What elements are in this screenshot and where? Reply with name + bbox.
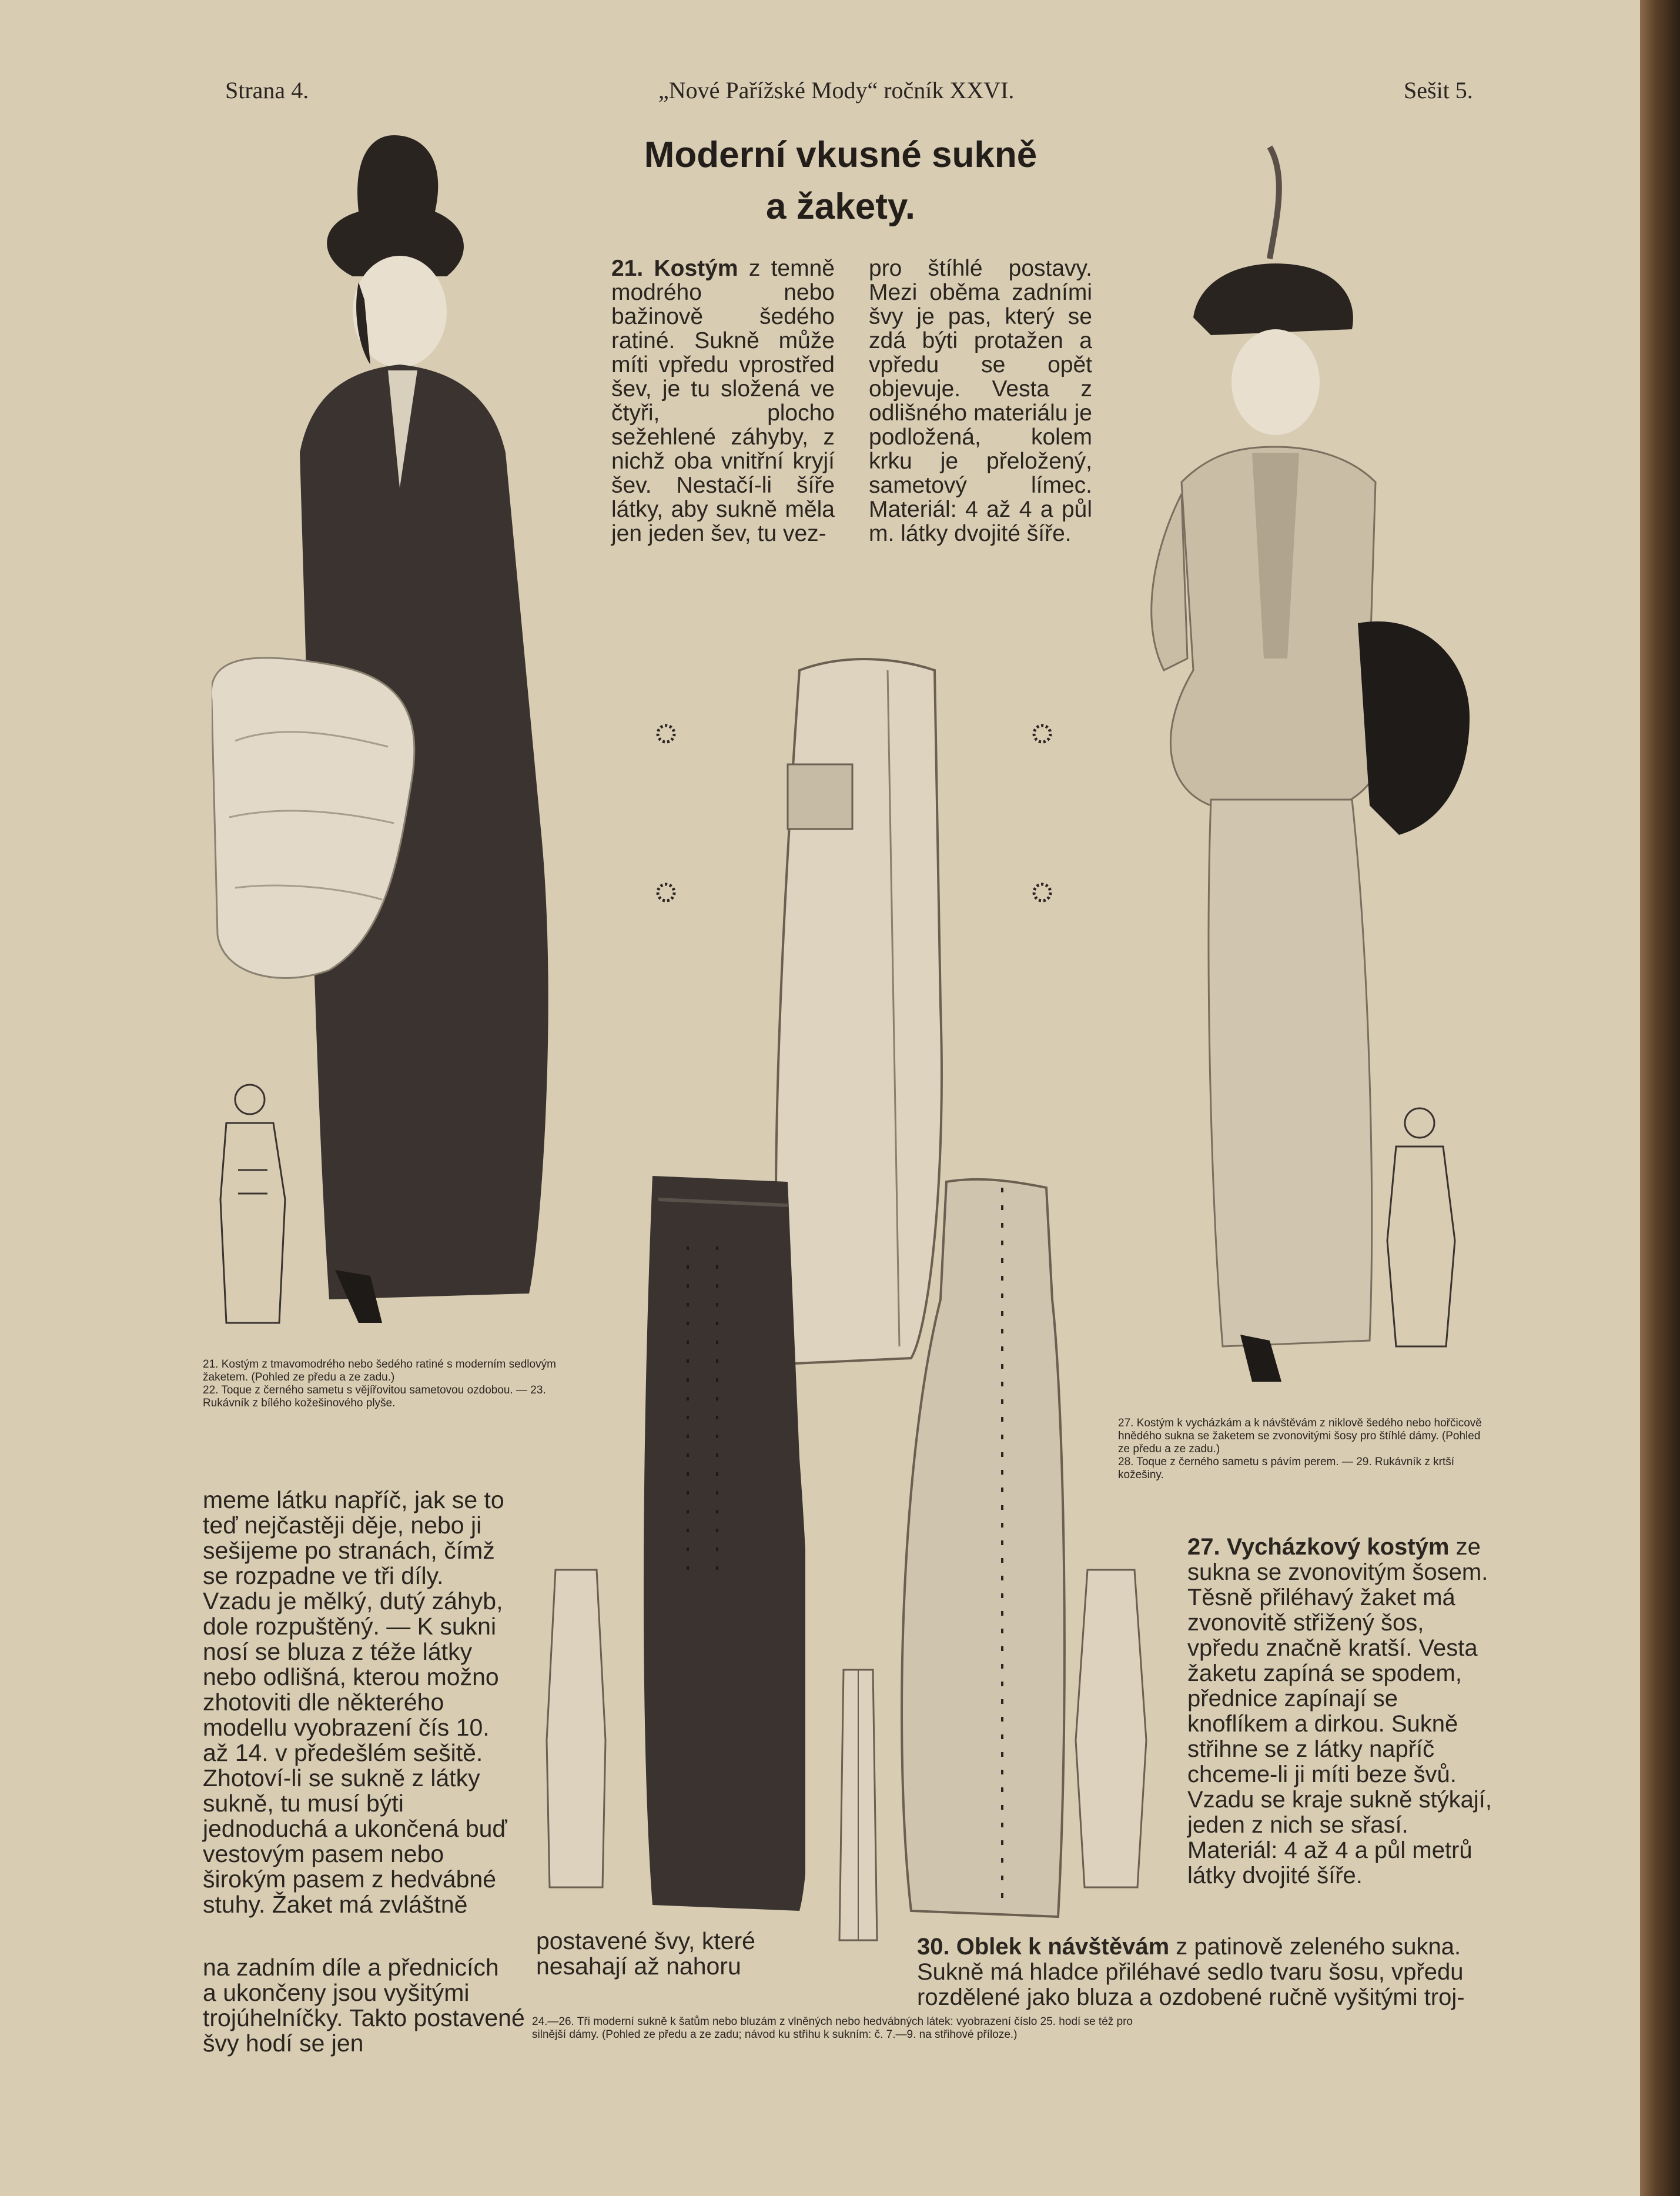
body-21: z temně modrého nebo bažinově šedého ratiné. Sukně může míti vpředu vprostřed šev, je tu složená ve čtyři, plocho sežehlené záhyby, z nichž oba vnitřní kryjí šev. Nestačí-li šíře látky, aby sukně měla jen jeden šev, tu vez- — [611, 256, 835, 546]
figure-skirt-back-view-3 — [1070, 1564, 1152, 1893]
body-21-cont: pro štíhlé postavy. Mezi oběma zadními švy je pas, který se zdá býti protažen a vpředu se opět objevuje. Vesta z odlišného materiálu je podložená, kolem krku je přeložený, sametový límec. Materiál: 4 až 4 a půl m. látky dvojité šíře. — [869, 256, 1092, 546]
page-number: Strana 4. — [225, 77, 309, 103]
heading-21: 21. Kostým — [611, 256, 738, 281]
title-line-2: a žakety. — [766, 186, 915, 227]
caption-28-text: 28. Toque z černého sametu s pávím perem. — 29. Rukávník z krtší kožešiny. — [1118, 1456, 1455, 1481]
ornament-icon — [654, 881, 678, 904]
heading-30: 30. Oblek k návštěvám — [917, 1934, 1170, 1960]
text-bottom-mid: postavené švy, které nesahají až nahoru — [536, 1927, 755, 1980]
caption-27 — [1118, 1417, 1494, 1482]
caption-27-text: 27. Kostým k vycházkám a k návštěvám z niklově šedého nebo hořčicově hnědého sukna se žaketem se zvonovitými šosy pro štíhlé dámy. (Pohled ze předu a ze zadu.) — [1118, 1417, 1482, 1455]
book-binding — [1640, 0, 1680, 2196]
body-30: z patinově zeleného sukna. Sukně má hladce přiléhavé sedlo tvaru šosu, vpředu rozdělené jako bluza a ozdobené ručně vyšitými troj- — [917, 1934, 1465, 2010]
figure-21-back-view — [209, 1082, 297, 1329]
text-column-left: meme látku napříč, jak se to teď nejčastěji děje, nebo ji sešijeme po stranách, čímž se rozpadne ve tři díly. Vzadu je mělký, dutý záhyb, dole rozpuštěný. — K sukni nosí se bluza z téže látky nebo odlišná, kterou možno zhotoviti dle některého modellu vyobrazení čís 10. až 14. v předešlém sešitě. Zhotoví-li se sukně z látky sukně, tu musí býti jednoduchá a ukončená buď vestovým pasem nebo širokým pasem z hedvábné stuhy. Žaket má zvláštně — [203, 1486, 507, 1918]
caption-21-text: 21. Kostým z tmavomodrého nebo šedého ratiné s moderním sedlovým žaketem. (Pohled ze předu a ze zadu.) — [203, 1358, 556, 1383]
text-column-27 — [1187, 1535, 1493, 1889]
caption-24: 24.—26. Tři moderní sukně k šatům nebo bluzám z vlněných nebo hedvábných látek: vyobrazení číslo 25. hodí se též pro silnější dámy. (Pohled ze předu a ze zadu; návod ku střihu k sukním: č. 7.—9. na střihové příloze.) — [532, 2015, 1133, 2041]
text-bottom-line1: na zadním díle a přednicích — [203, 1954, 499, 1981]
text-bottom-left — [203, 1955, 532, 2056]
text-column-21-cont — [869, 256, 1092, 546]
text-bottom-rest: a ukončeny jsou vyšitými trojúhelníčky. Takto postavené švy hodí se jen — [203, 1979, 525, 2057]
ornament-icon — [654, 722, 678, 746]
figure-26-light-skirt — [888, 1170, 1070, 1923]
text-column-30 — [917, 1934, 1493, 2010]
caption-21 — [203, 1358, 579, 1410]
text-column-21 — [611, 256, 835, 546]
running-title: „Nové Pařížské Mody“ ročník XXVI. — [658, 77, 1015, 103]
title-line-1: Moderní vkusné sukně — [644, 135, 1038, 175]
body-27: ze sukna se zvonovitým šosem. Těsně přiléhavý žaket má zvonovitě střižený šos, vpředu značně kratší. Vesta žaketu zapíná se spodem, přednice zapínají se knoflíkem a dirkou. Sukně střihne se z látky napříč chceme-li ji míti beze švů. Vzadu se kraje sukně stýkají, jeden z nich se sřasí. Materiál: 4 až 4 a půl metrů látky dvojité šíře. — [1187, 1534, 1492, 1889]
figure-27-back-view — [1376, 1105, 1464, 1352]
figure-25-dark-skirt — [641, 1164, 805, 1917]
heading-27: 27. Vycházkový kostým — [1187, 1534, 1450, 1560]
caption-22-text: 22. Toque z černého sametu s vějířovitou sametovou ozdobou. — 23. Rukávník z bílého kožešinového plyše. — [203, 1384, 546, 1409]
figure-skirt-back-view-2 — [835, 1664, 882, 1946]
ornament-icon — [1030, 722, 1054, 746]
figure-skirt-back-view-1 — [541, 1564, 611, 1893]
article-title — [623, 129, 1058, 233]
ornament-icon — [1030, 881, 1054, 904]
issue-number: Sešit 5. — [1404, 77, 1473, 103]
